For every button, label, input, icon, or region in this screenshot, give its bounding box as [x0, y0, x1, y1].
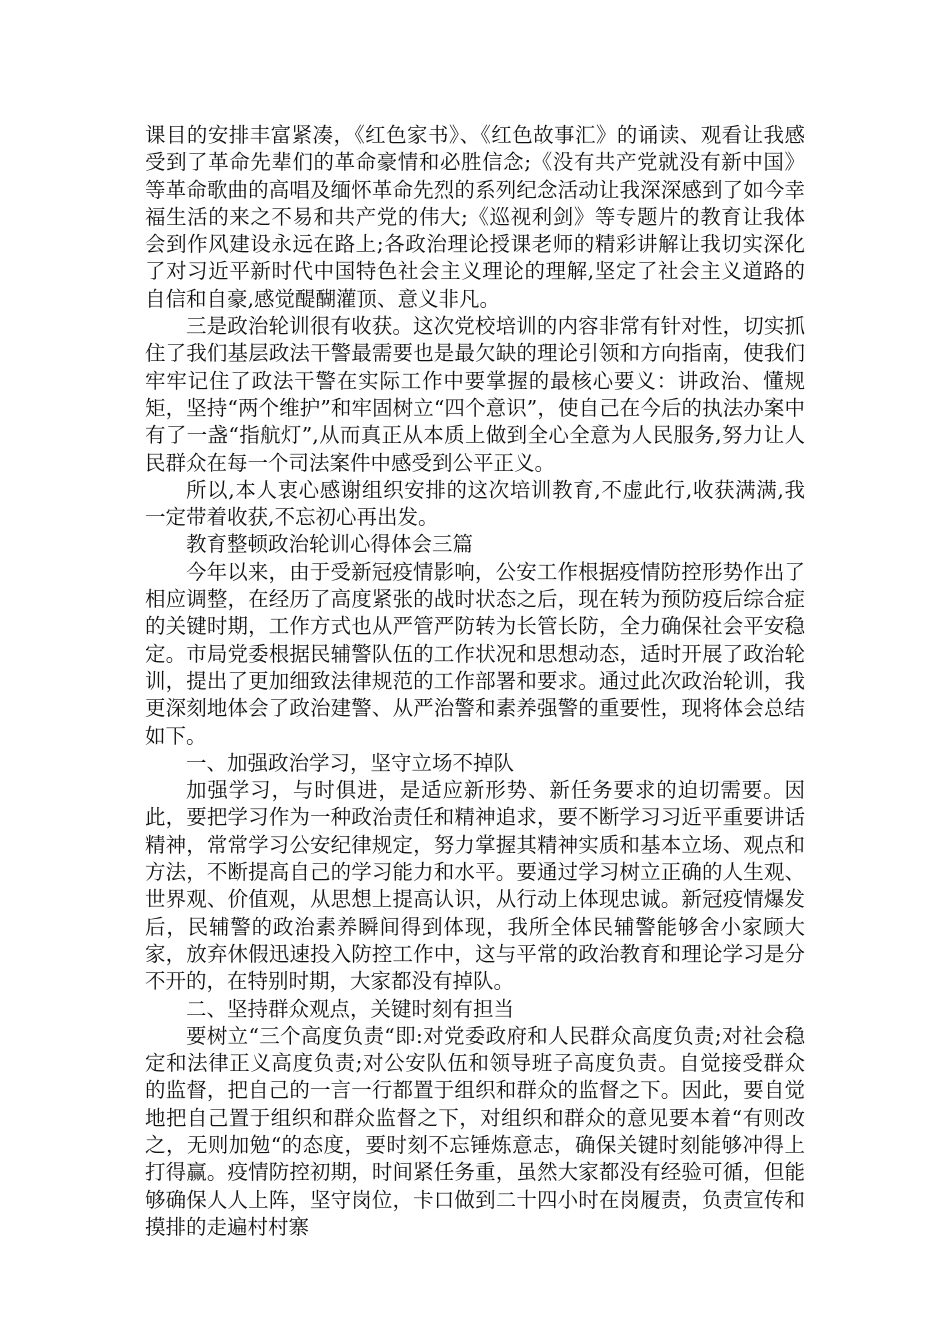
section-heading: 一、加强政治学习，坚守立场不掉队 [186, 750, 514, 775]
document-title: 教育整顿政治轮训心得体会三篇 [186, 532, 473, 557]
body-paragraph: 加强学习，与时俱进，是适应新形势、新任务要求的迫切需要。因此，要把学习作为一种政治责任和精神追求，要不断学习习近平重要讲话精神，常常学习公安纪律规定，努力掌握其精神实质和基本立场、观点和方法，不断提高自己的学习能力和水平。要通过学习树立正确的人生观、世界观、价值观，从思想上提高认识，从行动上体现忠诚。新冠疫情爆发后，民辅警的政治素养瞬间得到体现，我所全体民辅警能够舍小家顾大家，放弃休假迅速投入防控工作中，这与平常的政治教育和理论学习是分不开的，在特别时期，大家都没有掉队。 [145, 778, 805, 994]
body-paragraph: 要树立“三个高度负责“即:对党委政府和人民群众高度负责;对社会稳定和法律正义高度负责;对公安队伍和领导班子高度负责。自觉接受群众的监督，把自己的一言一行都置于组织和群众的监督之下。因此，要自觉地把自己置于组织和群众监督之下，对组织和群众的意见要本着“有则改之，无则加勉“的态度，要时刻不忘锤炼意志，确保关键时刻能够冲得上打得赢。疫情防控初期，时间紧任务重，虽然大家都没有经验可循，但能够确保人人上阵，坚守岗位，卡口做到二十四小时在岗履责，负责宣传和摸排的走遍村村寨 [145, 1023, 805, 1239]
body-paragraph: 课目的安排丰富紧凑，《红色家书》、《红色故事汇》的诵读、观看让我感受到了革命先辈们的革命豪情和必胜信念;《没有共产党就没有新中国》等革命歌曲的高唱及缅怀革命先烈的系列纪念活动让我深深感到了如今幸福生活的来之不易和共产党的伟大;《巡视利剑》等专题片的教育让我体会到作风建设永远在路上;各政治理论授课老师的精彩讲解让我切实深化了对习近平新时代中国特色社会主义理论的理解,坚定了社会主义道路的自信和自豪,感觉醍醐灌顶、意义非凡。 [145, 123, 805, 311]
body-paragraph: 所以,本人衷心感谢组织安排的这次培训教育,不虚此行,收获满满,我一定带着收获,不忘初心再出发。 [145, 477, 805, 530]
section-heading: 二、坚持群众观点，关键时刻有担当 [186, 996, 514, 1021]
body-paragraph: 今年以来，由于受新冠疫情影响，公安工作根据疫情防控形势作出了相应调整，在经历了高度紧张的战时状态之后，现在转为预防疫后综合症的关键时期，工作方式也从严管严防转为长管长防，全力确保社会平安稳定。市局党委根据民辅警队伍的工作状况和思想动态，适时开展了政治轮训，提出了更加细致法律规范的工作部署和要求。通过此次政治轮训，我更深刻地体会了政治建警、从严治警和素养强警的重要性，现将体会总结如下。 [145, 559, 805, 748]
document-page [145, 122, 805, 1241]
body-paragraph: 三是政治轮训很有收获。这次党校培训的内容非常有针对性，切实抓住了我们基层政法干警最需要也是最欠缺的理论引领和方向指南，使我们牢牢记住了政法干警在实际工作中要掌握的最核心要义：讲政治、懂规矩，坚持“两个维护”和牢固树立“四个意识”，使自己在今后的执法办案中有了一盏“指航灯”,从而真正从本质上做到全心全意为人民服务,努力让人民群众在每一个司法案件中感受到公平正义。 [145, 314, 805, 475]
